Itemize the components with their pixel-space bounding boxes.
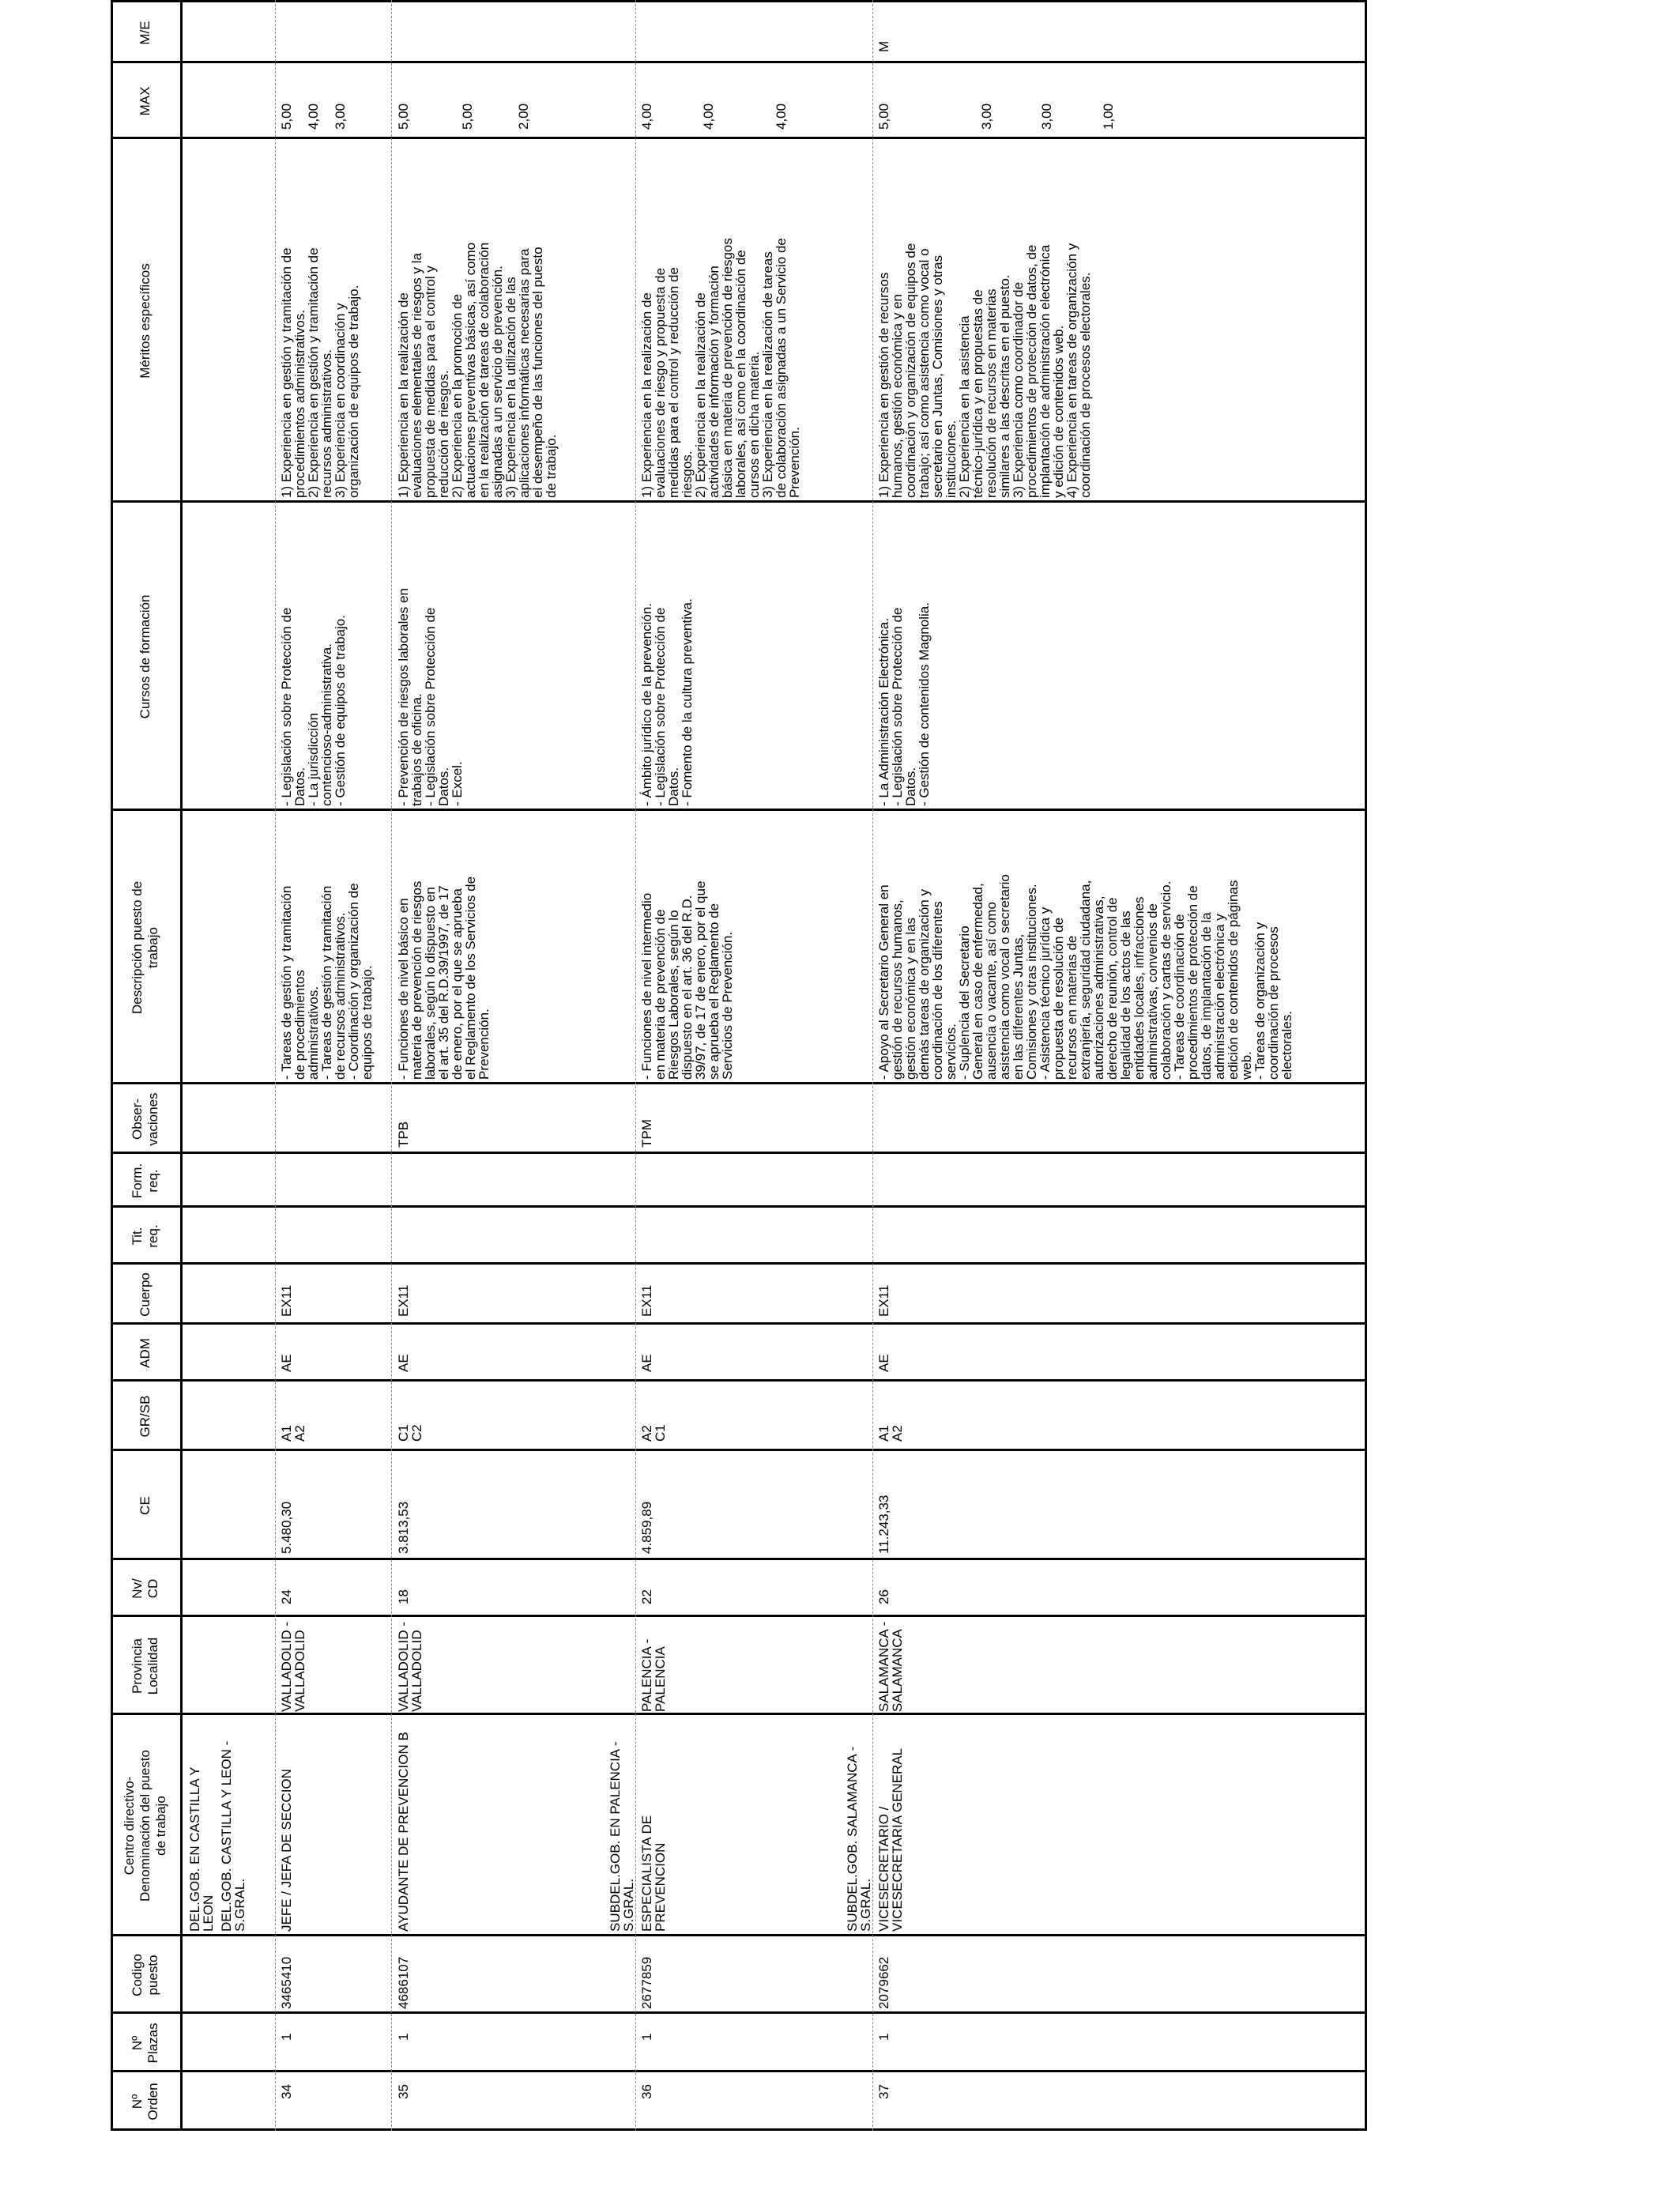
group-heading: SUBDEL.GOB. EN PALENCIA - S.GRAL. (608, 1741, 636, 1932)
group-heading: DEL.GOB. CASTILLA Y LEON - S.GRAL. (219, 1740, 247, 1932)
cuerpo-cell: EX11 (639, 1284, 654, 1317)
group-heading: DEL.GOB. EN CASTILLA Y LEON (187, 1766, 216, 1932)
cursos-cell: - Legislación sobre Protección de Datos. - La jurisdicción contencioso-administrativa. - Gestión de equipos de trabajo. (279, 607, 348, 806)
header-cuerpo: Cuerpo (137, 1272, 153, 1317)
header-centro: Centro directivo- Denominación del puesto de trabajo (122, 1750, 168, 1902)
provincia-cell: SALAMANCA - SALAMANCA (876, 1621, 905, 1712)
cuerpo-cell: EX11 (279, 1284, 294, 1317)
max-value: 4,00 (774, 103, 789, 130)
meritos-cell: 1) Experiencia en la realización de evaluaciones elementales de riesgos y la propuesta de medidas para el control y reducción de riesgos. 2) Experiencia en la promoción de actuaciones preventivas básicas, así como en la realización de tareas de colaboración asignadas a un servicio de prevención. 3) Experiencia en la utilización de las aplicaciones informáticas necesarias para el desempeño de las funciones del puesto de trabajo. (396, 242, 559, 498)
plazas-cell: 1 (876, 2033, 891, 2041)
adm-cell: AE (876, 1354, 891, 1372)
max-value: 4,00 (701, 103, 716, 130)
cursos-cell: - Ámbito jurídico de la prevención. - Legislación sobre Protección de Datos. - Fomento de la cultura preventiva. (639, 598, 695, 806)
max-value: 4,00 (306, 103, 321, 130)
cursos-cell: - Prevención de riesgos laborales en trabajos de oficina. - Legislación sobre Protección de Datos. - Excel. (396, 588, 465, 806)
nivel-cell: 18 (396, 1589, 411, 1604)
me-cell: M (876, 40, 891, 52)
cuerpo-cell: EX11 (396, 1284, 411, 1317)
grupo-cell: A2 C1 (639, 1424, 668, 1442)
orden-cell: 37 (876, 2084, 891, 2099)
header-bottom-border (180, 0, 183, 2131)
orden-cell: 36 (639, 2084, 654, 2099)
grupo-cell: A1 A2 (876, 1425, 905, 1442)
observaciones-cell: TPM (639, 1119, 654, 1148)
puesto-cell: VICESECRETARIO / VICESECRETARIA GENERAL (876, 1747, 905, 1932)
puesto-cell: ESPECIALISTA DE PREVENCION (639, 1815, 668, 1932)
orden-cell: 35 (396, 2084, 411, 2099)
puesto-cell: JEFE / JEFA DE SECCION (279, 1769, 294, 1932)
descripcion-cell: - Funciones de nivel intermedio en materia de prevención de Riesgos Laborales, según lo dispuesto en el art. 36 del R.D. 39/97, de 17 de enero, por el que se aprueba el Reglamento de Servicios de Prevención. (639, 880, 735, 1080)
header-formacion: Form. req. (130, 1163, 160, 1199)
ce-cell: 11.243,33 (876, 1495, 891, 1554)
provincia-cell: VALLADOLID - VALLADOLID (396, 1621, 424, 1712)
header-adm: ADM (137, 1338, 153, 1368)
header-codigo: Codigo puesto (130, 1954, 160, 1996)
max-value: 2,00 (516, 103, 531, 130)
max-value: 5,00 (460, 103, 475, 130)
meritos-cell: 1) Experiencia en la realización de evaluaciones de riesgo y propuesta de medidas para el control y reducción de riesgos. 2) Experiencia en la realización de actividades de información y formación básica en materia de prevención de riesgos laborales, así como en la coordinación de cursos en dicha materia. 3) Experiencia en la realización de tareas de colaboración asignadas a un Servicio de Prevención. (639, 238, 802, 498)
observaciones-cell: TPB (396, 1121, 411, 1148)
codigo-cell: 3465410 (279, 1956, 294, 2009)
header-ce: CE (137, 1496, 153, 1515)
positions-table (111, 0, 1367, 2131)
provincia-cell: PALENCIA - PALENCIA (639, 1638, 668, 1712)
grupo-cell: A1 A2 (279, 1425, 307, 1442)
header-observaciones: Obser- vaciones (130, 1092, 160, 1146)
plazas-cell: 1 (639, 2033, 654, 2041)
plazas-cell: 1 (396, 2033, 411, 2041)
header-provincia: Provincia Localidad (130, 1637, 160, 1695)
header-max: MAX (137, 86, 153, 116)
ce-cell: 4.859,89 (639, 1501, 654, 1554)
meritos-cell: 1) Experiencia en gestión de recursos humanos, gestión económica y en coordinación y organización de equipos de trabajo; así como asistencia como vocal o secretario en Juntas, Comisiones y otras instituciones. 2) Experiencia en la asistencia técnico-jurídica y en propuestas de resolución de recursos en materias similares a las descritas en el puesto. 3) Experiencia como coordinador de procedimientos de protección de datos, de implantación de administración electrónica y edición de contenidos web. 4) Experiencia en tareas de organización y coordinación de procesos electorales. (876, 243, 1093, 498)
plazas-cell: 1 (279, 2033, 294, 2041)
grupo-cell: C1 C2 (396, 1424, 424, 1442)
nivel-cell: 22 (639, 1589, 654, 1604)
max-value: 5,00 (279, 103, 294, 130)
header-me: M/E (137, 21, 153, 45)
descripcion-cell: - Apoyo al Secretario General en gestión de recursos humanos, gestión económica y en las demás tareas de organización y coordinación de los diferentes servicios. - Suplencia del Secretario General en caso de enfermedad, ausencia o vacante, así como asistencia como vocal o secretario en las diferentes Juntas, Comisiones y otras instituciones. - Asistencia técnico jurídica y propuesta de resolución de recursos en materias de extranjería, seguridad ciudadana, autorizaciones administrativas, derecho de reunión, control de legalidad de los actos de las entidades locales, infracciones administrativas, convenios de colaboración y cartas de servicio. - Tareas de coordinación de procedimientos de protección de datos, de implantación de la administración electrónica y edición de contenidos de páginas web. - Tareas de organización y coordinación de procesos electorales. (876, 874, 1294, 1080)
codigo-cell: 4686107 (396, 1956, 411, 2009)
header-cursos: Cursos de formación (137, 594, 153, 719)
descripcion-cell: - Tareas de gestión y tramitación de procedimientos administrativos. - Tareas de gestión y tramitación de recursos administrativos. - Coordinación y organización de equipos de trabajo. (279, 883, 375, 1080)
adm-cell: AE (279, 1354, 294, 1372)
max-value: 3,00 (979, 103, 994, 130)
nivel-cell: 26 (876, 1589, 891, 1604)
max-value: 5,00 (396, 103, 411, 130)
orden-cell: 34 (279, 2084, 294, 2099)
group-heading: SUBDEL.GOB. SALAMANCA - S.GRAL. (845, 1746, 873, 1932)
ce-cell: 3.813,53 (396, 1501, 411, 1554)
max-value: 4,00 (639, 103, 654, 130)
max-value: 3,00 (1039, 103, 1054, 130)
cuerpo-cell: EX11 (876, 1284, 891, 1317)
header-orden: Nº Orden (130, 2083, 160, 2120)
adm-cell: AE (396, 1354, 411, 1372)
adm-cell: AE (639, 1354, 654, 1372)
ce-cell: 5.480,30 (279, 1501, 294, 1554)
provincia-cell: VALLADOLID - VALLADOLID (279, 1621, 307, 1712)
max-value: 3,00 (333, 103, 348, 130)
nivel-cell: 24 (279, 1589, 294, 1604)
header-titulacion: Tit. req. (130, 1224, 160, 1248)
puesto-cell: AYUDANTE DE PREVENCION B (396, 1732, 411, 1932)
max-value: 5,00 (876, 103, 891, 130)
header-meritos: Méritos específicos (137, 263, 153, 379)
meritos-cell: 1) Experiencia en gestión y tramitación de procedimientos administrativos. 2) Experiencia en gestión y tramitación de recursos administrativos. 3) Experiencia en coordinación y organización de equipos de trabajo. (279, 247, 361, 498)
max-value: 1,00 (1101, 103, 1116, 130)
cursos-cell: - La Administración Electrónica. - Legislación sobre Protección de Datos. - Gestión de contenidos Magnolia. (876, 602, 932, 806)
header-plazas: Nº Plazas (130, 2022, 160, 2064)
table-bottom-border (1365, 0, 1367, 2131)
header-descripcion: Descripción puesto de trabajo (130, 880, 160, 1015)
header-grupo: GR/SB (137, 1395, 153, 1438)
codigo-cell: 2079662 (876, 1956, 891, 2009)
descripcion-cell: - Funciones de nivel básico en materia de prevención de riesgos laborales, según lo dispuesto en el art. 35 del R.D.39/1997, de 17 de enero, por el que se aprueba el Reglamento de los Servicios de Prevención. (396, 876, 492, 1080)
header-nivel: Nv/ CD (130, 1578, 160, 1599)
codigo-cell: 2677859 (639, 1956, 654, 2009)
